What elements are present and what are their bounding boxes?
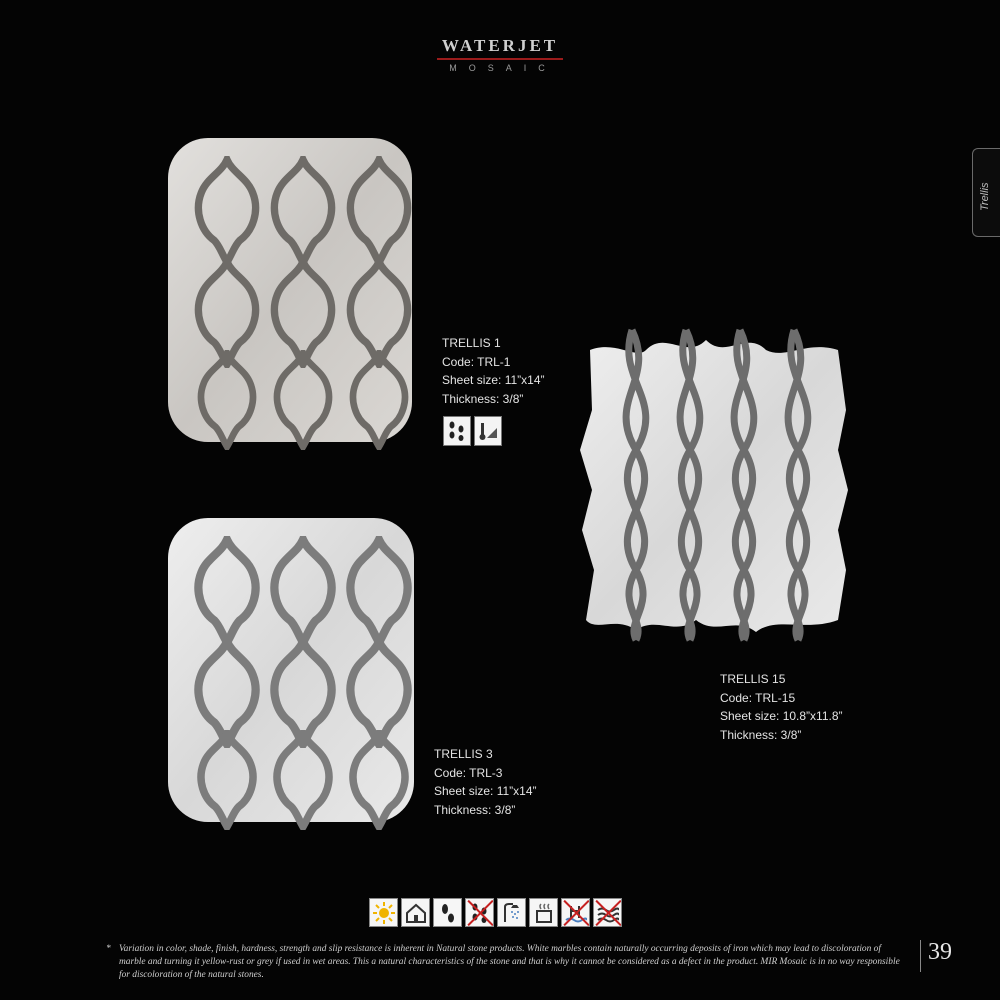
pool-crossed-icon	[561, 898, 590, 927]
trellis-3-specs	[434, 745, 537, 819]
brand-subtitle: MOSAIC	[449, 63, 557, 73]
brand-logo	[437, 36, 563, 73]
product-code: Code: TRL-1	[442, 354, 511, 369]
section-tab-label: Trellis	[979, 182, 991, 211]
trellis-1-care-icons	[443, 416, 502, 446]
product-code: Code: TRL-3	[434, 765, 503, 780]
heavy-traffic-crossed-icon	[465, 898, 494, 927]
trellis-15-specs	[720, 670, 843, 744]
section-tab-trellis[interactable]	[972, 148, 1000, 237]
page-number: 39	[928, 939, 952, 965]
page-number-divider	[920, 940, 921, 972]
brand-divider	[437, 58, 563, 60]
trellis-15-tile-image	[576, 320, 852, 642]
product-sheet-size: Sheet size: 10.8”x11.8”	[720, 709, 843, 723]
footnote-asterisk: *	[106, 944, 111, 954]
product-name: TRELLIS 3	[434, 747, 493, 761]
product-name: TRELLIS 15	[720, 672, 786, 686]
foot-traffic-icon	[443, 416, 471, 446]
water-crossed-icon	[593, 898, 622, 927]
disclaimer-footnote	[106, 943, 906, 982]
sun-icon	[369, 898, 398, 927]
shower-icon	[497, 898, 526, 927]
application-icons	[369, 898, 622, 927]
product-thickness: Thickness: 3/8”	[442, 391, 524, 406]
product-sheet-size: Sheet size: 11”x14”	[434, 784, 537, 798]
footnote-text: Variation in color, shade, finish, hardness, strength and slip resistance is inherent in Natural stone products. White marbles contain naturally occurring deposits of iron which may lead to discoloration of marble and turning it yellow-rust or grey if used in wet areas. This a natural characteristics of the stone and that is why it cannot be considered as a defect in the product. MIR Mosaic is in no way responsible for discoloration of the natural stones.	[119, 944, 900, 980]
product-name: TRELLIS 1	[442, 336, 501, 350]
foot-traffic-icon	[433, 898, 462, 927]
steam-room-icon	[529, 898, 558, 927]
brand-name: WATERJET	[441, 36, 559, 55]
trellis-3-tile-image	[162, 508, 420, 830]
trellis-1-specs	[442, 334, 545, 408]
product-sheet-size: Sheet size: 11”x14”	[442, 373, 545, 387]
heat-resistant-icon	[474, 416, 502, 446]
product-code: Code: TRL-15	[720, 690, 796, 705]
product-thickness: Thickness: 3/8”	[434, 802, 516, 817]
trellis-1-tile-image	[162, 128, 418, 452]
indoor-house-icon	[401, 898, 430, 927]
product-thickness: Thickness: 3/8”	[720, 727, 802, 742]
